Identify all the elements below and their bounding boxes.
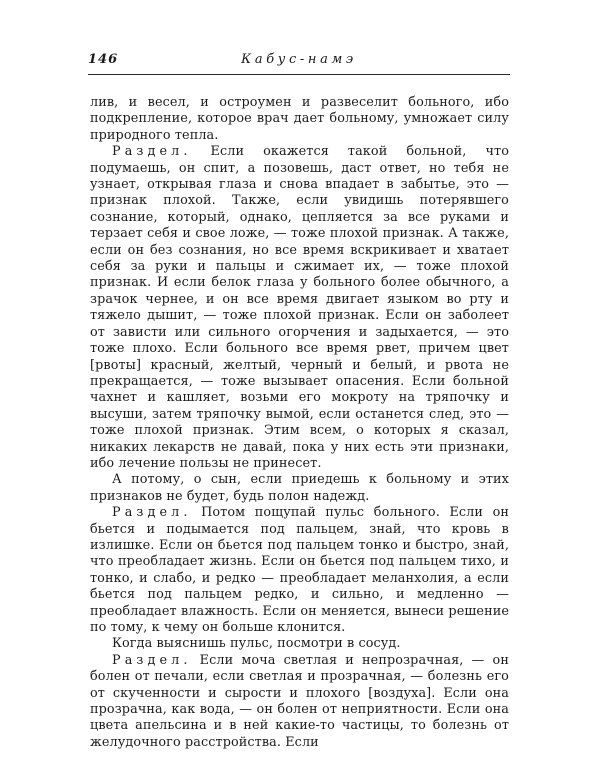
text-block — [90, 95, 509, 751]
paragraph-text: Когда выяснишь пульс, посмотри в сосуд. — [112, 636, 401, 652]
paragraph-text: лив, и весел, и остроумен и развеселит больного, ибо подкрепление, которое врач дает больному, умножает силу природного тепла. — [90, 95, 509, 143]
paragraph-text: Если моча светлая и непрозрачная, — он болен от печали, если светлая и прозрачная, — болезнь его от скученности и сырости и плохого [воздуха]. Если она прозрачна, как вода, — он болен от неприятности. Если она цвета апельсина и в ней какие-то частицы, то болезнь от желудочного расстройства. Если — [90, 652, 509, 750]
section-word: Раздел. — [112, 652, 192, 668]
section-word: Раздел. — [112, 505, 192, 521]
paragraph-3 — [90, 472, 509, 505]
paragraph-6 — [90, 653, 509, 751]
paragraph-5 — [90, 636, 509, 652]
paragraph-text: А потому, о сын, если приедешь к больному и этих признаков не будет, будь полон надежд. — [90, 472, 509, 504]
header-rule — [88, 74, 510, 75]
page-number: 146 — [88, 52, 119, 67]
running-title: Кабус-намэ — [241, 52, 357, 67]
page-header — [88, 52, 510, 70]
section-word: Раздел. — [112, 144, 192, 160]
paragraph-text: Если окажется такой больной, что подумаешь, он спит, а позовешь, даст ответ, но тебя не узнает, открывая глаза и снова впадает в забытье, это — признак плохой. Также, если увидишь потерявшего сознание, который, однако, цепляется за все руками и терзает себя и свое ложе, — тоже плохой признак. А также, если он без сознания, но все время вскрикивает и хватает себя за руки и пальцы и сжимает их, — тоже плохой признак. И если белок глаза у больного более обычного, а зрачок чернее, и он все время двигает языком во рту и тяжело дышит, — тоже плохой признак. Если он заболеет от зависти или сильного огорчения и задыхается, — это тоже плохо. Если больного все время рвет, причем цвет [рвоты] красный, желтый, черный и белый, и рвота не прекращается, — тоже вызывает опасения. Если больной чахнет и кашляет, возьми его мокроту на тряпочку и высуши, затем тряпочку вымой, если останется след, это — тоже плохой признак. Этим всем, о которых я сказал, никаких лекарств не давай, пока у них есть эти признаки, ибо лечение пользы не принесет. — [90, 144, 509, 471]
paragraph-4 — [90, 505, 509, 636]
paragraph-1 — [90, 95, 509, 144]
paragraph-text: Потом пощупай пульс больного. Если он бьется и подымается под пальцем, знай, что кровь в излишке. Если он бьется под пальцем тонко и быстро, знай, что преобладает жизнь. Если он бьется под пальцем тихо, и тонко, и слабо, и редко — преобладает меланхолия, а если бьется под пальцем редко, и сильно, и медленно — преобладает влажность. Если он меняется, вынеси решение по тому, к чему он больше клонится. — [90, 505, 509, 635]
paragraph-2 — [90, 144, 509, 472]
